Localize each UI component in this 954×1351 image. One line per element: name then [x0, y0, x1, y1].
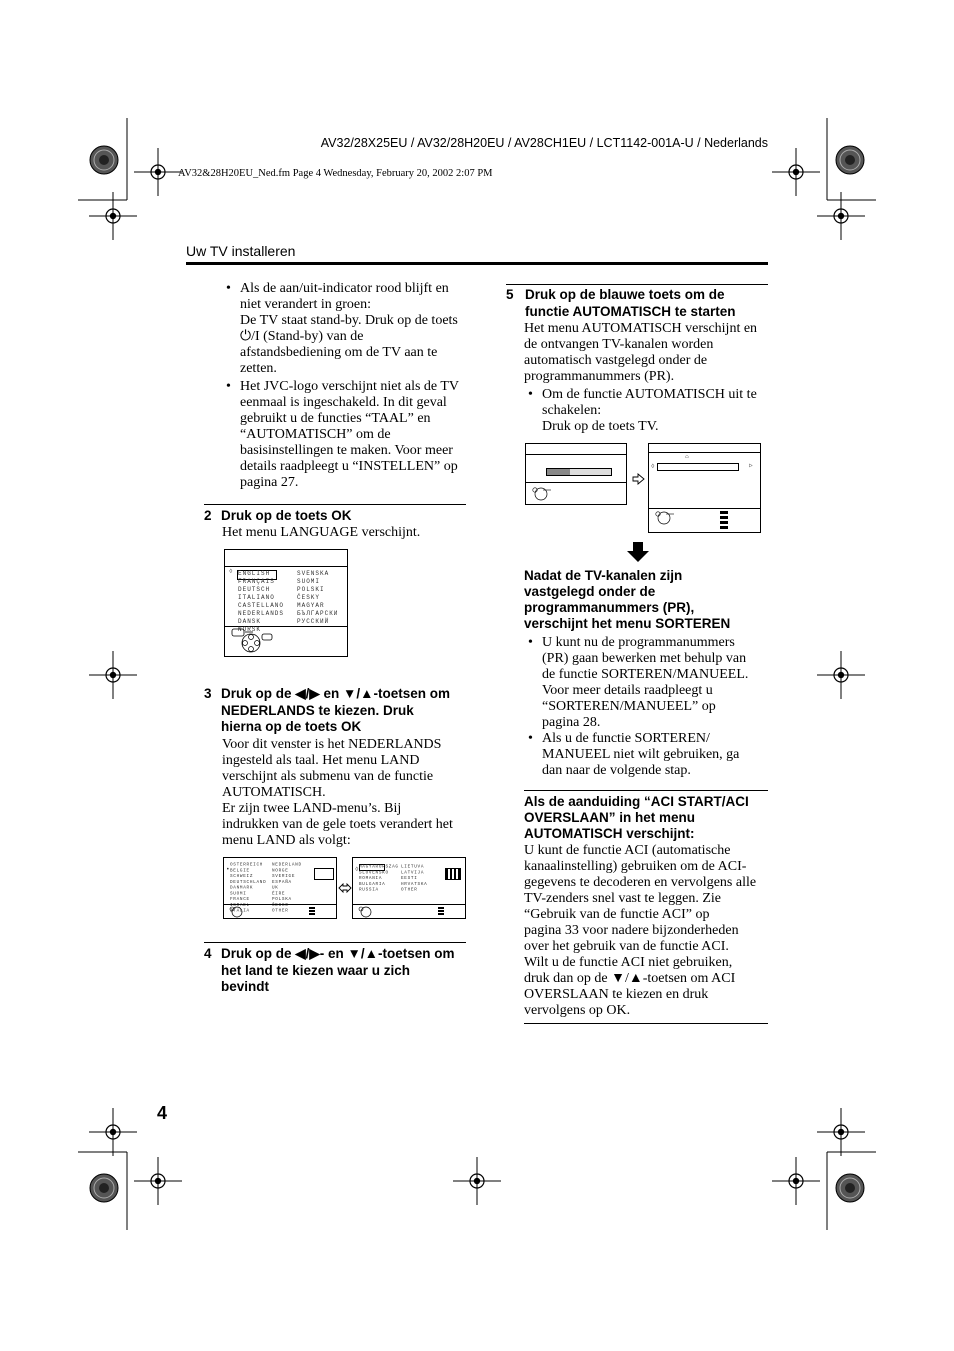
- menu-keys-icon: [437, 906, 451, 916]
- model-line: AV32/28X25EU / AV32/28H20EU / AV28CH1EU / LCT1142-001A-U / Nederlands: [320, 136, 768, 150]
- step3-body: Voor dit venster is het NEDERLANDS ingesteld als taal. Het menu LAND verschijnt als submenu van de functie AUTOMATISCH. Er zijn twee LAND-menu’s. Bij indrukken van de gele toets verandert het menu LAND als volgt:: [222, 737, 453, 848]
- remote-keys-icon: [227, 905, 247, 918]
- section-rule: [186, 262, 768, 265]
- aci-top-rule: [524, 790, 768, 791]
- remote-keys-icon: [356, 905, 376, 918]
- section-title: Uw TV installeren: [186, 243, 296, 259]
- sort-arrow-icon: ▷: [749, 462, 754, 469]
- step5-body: Het menu AUTOMATISCH verschijnt en de ontvangen TV-kanalen worden automatisch vastgelegd onder de programmanummers (PR).: [524, 321, 758, 384]
- sorteren-bullet-1: • U kunt nu de programmanummers (PR) gaan bewerken met behulp van de functie SORTEREN/MANUEEL. Voor meer details raadpleegt u “SORTEREN/MANUEEL” op pagina 28.: [528, 635, 749, 730]
- land-menu-screen-b: ◊ MAGYARORSZAG SLOVENSKO ROMANIA BULGARIA RUSSIA LIETUVA LATVIJA EESTI HRVATSKA OTHER: [352, 857, 466, 919]
- menu-keys-icon: [308, 906, 322, 916]
- aci-body: U kunt de functie ACI (automatische kanaalinstelling) gebruiken om de ACI- gegevens te decoderen en vervolgens alle TV-zenders snel vast te leggen. Zie “Gebruik van de functie ACI” op pagina 33 voor nadere bijzonderheden over het gebruik van de functie ACI. Wilt u de functie ACI niet gebruiken, druk dan op de ▼/▲-toetsen om ACI OVERSLAAN te kiezen en druk vervolgens op OK.: [524, 843, 757, 1018]
- menu-keys-icon: [719, 510, 735, 532]
- right-arrow-icon: [632, 473, 645, 485]
- land-b-col2: LIETUVA LATVIJA EESTI HRVATSKA OTHER: [401, 864, 428, 893]
- land-a-col2: NEDERLAND NORGE SVERIGE ESPAÑA UK ÉIRE POLSKA OTHER: [272, 862, 302, 914]
- step5-bullet: • Om de functie AUTOMATISCH uit te schakelen: Druk op de toets TV.: [528, 387, 757, 434]
- step5-heading: 5 Druk op de blauwe toets om de functie AUTOMATISCH te starten: [506, 287, 736, 319]
- page-number: 4: [157, 1103, 168, 1123]
- step5-rule: [506, 284, 768, 285]
- auto-program-screen: [525, 443, 627, 505]
- intro-bullet-1: • Als de aan/uit-indicator rood blijft en niet verandert in groen: De TV staat stand-by. Druk op de toets ⏻/I (Stand-by) van de afstandsbediening om de TV aan te zetten.: [226, 281, 458, 376]
- remote-keys-icon: [529, 486, 553, 502]
- progress-bar: [546, 468, 612, 476]
- sort-menu-screen: ⌂ ◊ ▷: [648, 443, 761, 533]
- step2-body: Het menu LANGUAGE verschijnt.: [222, 525, 421, 540]
- swap-arrow-icon: [338, 882, 352, 894]
- aci-bottom-rule: [524, 1023, 768, 1024]
- step4-heading: 4 Druk op de ◀/▶- en ▼/▲-toetsen om het land te kiezen waar u zich bevindt: [204, 946, 455, 994]
- land-b-col1: MAGYARORSZAG SLOVENSKO ROMANIA BULGARIA RUSSIA: [359, 864, 399, 893]
- land-a-col1: ÖSTERREICH BELGIE SCHWEIZ DEUTSCHLAND DANMARK SUOMI FRANCE ITALIA: [230, 862, 267, 914]
- aci-heading: Als de aanduiding “ACI START/ACI OVERSLAAN” in het menu AUTOMATISCH verschijnt:: [524, 794, 749, 841]
- sorteren-bullet-2: • Als u de functie SORTEREN/ MANUEEL niet wilt gebruiken, ga dan naar de volgende stap.: [528, 731, 740, 778]
- remote-keys-icon: [652, 510, 676, 526]
- land-a-color-key: [314, 868, 334, 880]
- remote-keys-icon: [231, 628, 287, 654]
- intro-bullet-2: • Het JVC-logo verschijnt niet als de TV eenmaal is ingeschakeld. In dit geval gebruikt u de functies “TAAL” en “AUTOMATISCH” om de basisinstellingen te maken. Voor meer details raadpleegt u “INSTELLEN” op pagina 27.: [226, 379, 460, 490]
- land-menu-screen-a: • ÖSTERREICH BELGIE SCHWEIZ DEUTSCHLAND DANMARK SUOMI FRANCE ITALIA NEDERLAND NORGE SVERIGE ESPAÑA UK ÉIRE POLSKA OTHER: [223, 857, 337, 919]
- sorteren-heading: Nadat de TV-kanalen zijn vastgelegd onder de programmanummers (PR), verschijnt het menu SORTEREN: [524, 568, 731, 631]
- intro-bullets: [222, 281, 470, 491]
- language-col1: ENGLISH FRANÇAIS DEUTSCH ITALIANO CASTELLANO NEDERLANDS DANSK NORSK: [238, 570, 285, 633]
- language-menu-screen: [224, 549, 348, 657]
- down-arrow-icon: [627, 542, 649, 562]
- step2-rule: [204, 504, 466, 505]
- sorteren-bullets: [524, 635, 770, 779]
- step4-rule: [204, 942, 466, 943]
- step3-heading: 3 Druk op de ◀/▶ en ▼/▲-toetsen om NEDERLANDS te kiezen. Druk hierna op de toets OK: [204, 686, 451, 734]
- language-cursor: ◊: [229, 568, 234, 575]
- sort-highlight: [657, 463, 739, 471]
- sort-cursor-icon: ⌂: [685, 453, 690, 460]
- file-info: AV32&28H20EU_Ned.fm Page 4 Wednesday, February 20, 2002 2:07 PM: [178, 168, 493, 179]
- step2-heading: 2 Druk op de toets OK: [204, 508, 352, 523]
- language-col2: SVENSKA SUOMI POLSKI ČESKY MAGYAR БЪЛГАРСКИ РУССКИЙ: [297, 570, 339, 625]
- land-b-color-key: [445, 868, 461, 880]
